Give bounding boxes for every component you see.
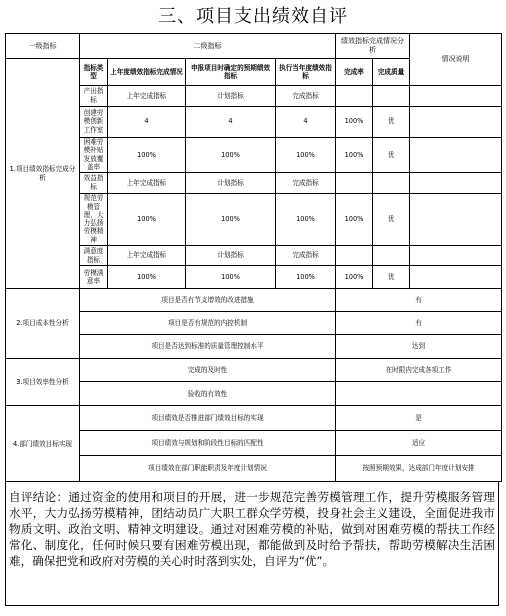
quality-value — [373, 172, 410, 193]
header-completion: 绩效指标完成情况分析 — [336, 34, 410, 59]
planned-value: 100% — [186, 193, 276, 245]
subheader-actual: 执行当年度绩效指标 — [276, 58, 336, 85]
subheader-type: 指标类型 — [80, 58, 108, 85]
planned-value: 计划指标 — [186, 245, 276, 266]
planned-value: 计划指标 — [186, 172, 276, 193]
table-row — [6, 431, 502, 456]
section1-label: 1.项目绩效指标完成分析 — [6, 58, 80, 288]
notes-cell — [410, 193, 502, 245]
goal-value: 适应 — [336, 431, 502, 456]
table-row — [6, 312, 502, 335]
indicator-type: 困难劳模补贴发放覆盖率 — [80, 137, 108, 172]
actual-value: 100% — [276, 137, 336, 172]
prev-value: 上年完成指标 — [108, 172, 186, 193]
planned-value: 100% — [186, 266, 276, 289]
table-row — [6, 245, 502, 266]
cost-value: 达到 — [336, 334, 502, 358]
table-row — [6, 334, 502, 358]
rate-value: 100% — [336, 137, 373, 172]
notes-cell — [410, 85, 502, 106]
notes-cell — [410, 106, 502, 137]
indicator-type: 创建劳模创新工作室 — [80, 106, 108, 137]
indicator-type: 劳模满意率 — [80, 266, 108, 289]
planned-value: 4 — [186, 106, 276, 137]
table-row — [6, 85, 502, 106]
table-row — [6, 266, 502, 289]
indicator-type: 产出指标 — [80, 85, 108, 106]
section3-label: 3.项目效率性分析 — [6, 358, 80, 406]
evaluation-table — [5, 33, 502, 482]
planned-value: 100% — [186, 137, 276, 172]
prev-value: 100% — [108, 193, 186, 245]
header-level2: 二级指标 — [80, 34, 336, 59]
header-level1: 一级指标 — [6, 34, 80, 59]
quality-value — [373, 245, 410, 266]
table-row — [6, 193, 502, 245]
rate-value: 100% — [336, 266, 373, 289]
prev-value: 4 — [108, 106, 186, 137]
goal-item: 项目绩效在部门职能职责及年度计划情况 — [80, 456, 336, 482]
quality-value: 优 — [373, 193, 410, 245]
table-row — [6, 406, 502, 431]
goal-item: 项目绩效是否推进部门绩效目标的实现 — [80, 406, 336, 431]
actual-value: 完成指标 — [276, 245, 336, 266]
prev-value: 100% — [108, 137, 186, 172]
efficiency-value — [336, 382, 502, 406]
goal-value: 是 — [336, 406, 502, 431]
cost-item: 项目是否有规范的内控机制 — [80, 312, 336, 335]
table-row — [6, 456, 502, 482]
indicator-type: 满意度指标 — [80, 245, 108, 266]
cost-item: 项目是否达到标准的质量管理控制水平 — [80, 334, 336, 358]
notes-cell — [410, 266, 502, 289]
prev-value: 100% — [108, 266, 186, 289]
subheader-rate: 完成率 — [336, 58, 373, 85]
actual-value: 100% — [276, 193, 336, 245]
efficiency-item: 验收的有效性 — [80, 382, 336, 406]
rate-value: 100% — [336, 193, 373, 245]
page-title: 三、项目支出绩效自评 — [158, 6, 348, 27]
header-row — [6, 34, 502, 59]
notes-cell — [410, 172, 502, 193]
table-row — [6, 137, 502, 172]
planned-value: 计划指标 — [186, 85, 276, 106]
self-evaluation-conclusion: 自评结论：通过资金的使用和项目的开展，进一步规范完善劳模管理工作，提升劳模服务管理水平，大力弘扬劳模精神，团结动员广大职工群众学劳模，投身社会主义建设，全面促进我市物质文明、政治文明、精神文明建设。通过对困难劳模的补贴，做到对困难劳模的帮扶工作经常化、制度化，任何时候只要有困难劳模出现，都能做到及时给予帮扶，帮助劳模解决生活困难，确保把党和政府对劳模的关心时时落到实处，自评为“优”。 — [5, 482, 499, 606]
subheader-quality: 完成质量 — [373, 58, 410, 85]
prev-value: 上年完成指标 — [108, 85, 186, 106]
notes-cell — [410, 137, 502, 172]
actual-value: 完成指标 — [276, 172, 336, 193]
rate-value — [336, 172, 373, 193]
table-row — [6, 172, 502, 193]
subheader-planned: 申报项目时确定的预期绩效指标 — [186, 58, 276, 85]
actual-value: 完成指标 — [276, 85, 336, 106]
efficiency-value: 在时限内完成各项工作 — [336, 358, 502, 382]
rate-value — [336, 85, 373, 106]
table-row — [6, 106, 502, 137]
cost-value: 有 — [336, 289, 502, 312]
prev-value: 上年完成指标 — [108, 245, 186, 266]
efficiency-item: 完成的及时性 — [80, 358, 336, 382]
goal-value: 按照预期效果，达成部门年度计划安排 — [336, 456, 502, 482]
quality-value — [373, 85, 410, 106]
quality-value: 优 — [373, 266, 410, 289]
section4-label: 4.部门绩效目标实现 — [6, 406, 80, 482]
cost-item: 项目是否有节支增效的改进措施 — [80, 289, 336, 312]
actual-value: 4 — [276, 106, 336, 137]
goal-item: 项目绩效与规划和阶段性目标的匹配性 — [80, 431, 336, 456]
indicator-type: 效益指标 — [80, 172, 108, 193]
section2-label: 2.项目成本性分析 — [6, 289, 80, 358]
cost-value: 有 — [336, 312, 502, 335]
indicator-type: 规范劳模管理，大力弘扬劳模精神 — [80, 193, 108, 245]
rate-value — [336, 245, 373, 266]
table-row — [6, 382, 502, 406]
quality-value: 优 — [373, 137, 410, 172]
subheader-prev-year: 上年度绩效指标完成情况 — [108, 58, 186, 85]
table-row — [6, 289, 502, 312]
quality-value: 优 — [373, 106, 410, 137]
rate-value: 100% — [336, 106, 373, 137]
actual-value: 100% — [276, 266, 336, 289]
notes-cell — [410, 245, 502, 266]
header-notes: 情况说明 — [410, 34, 502, 86]
table-row — [6, 358, 502, 382]
